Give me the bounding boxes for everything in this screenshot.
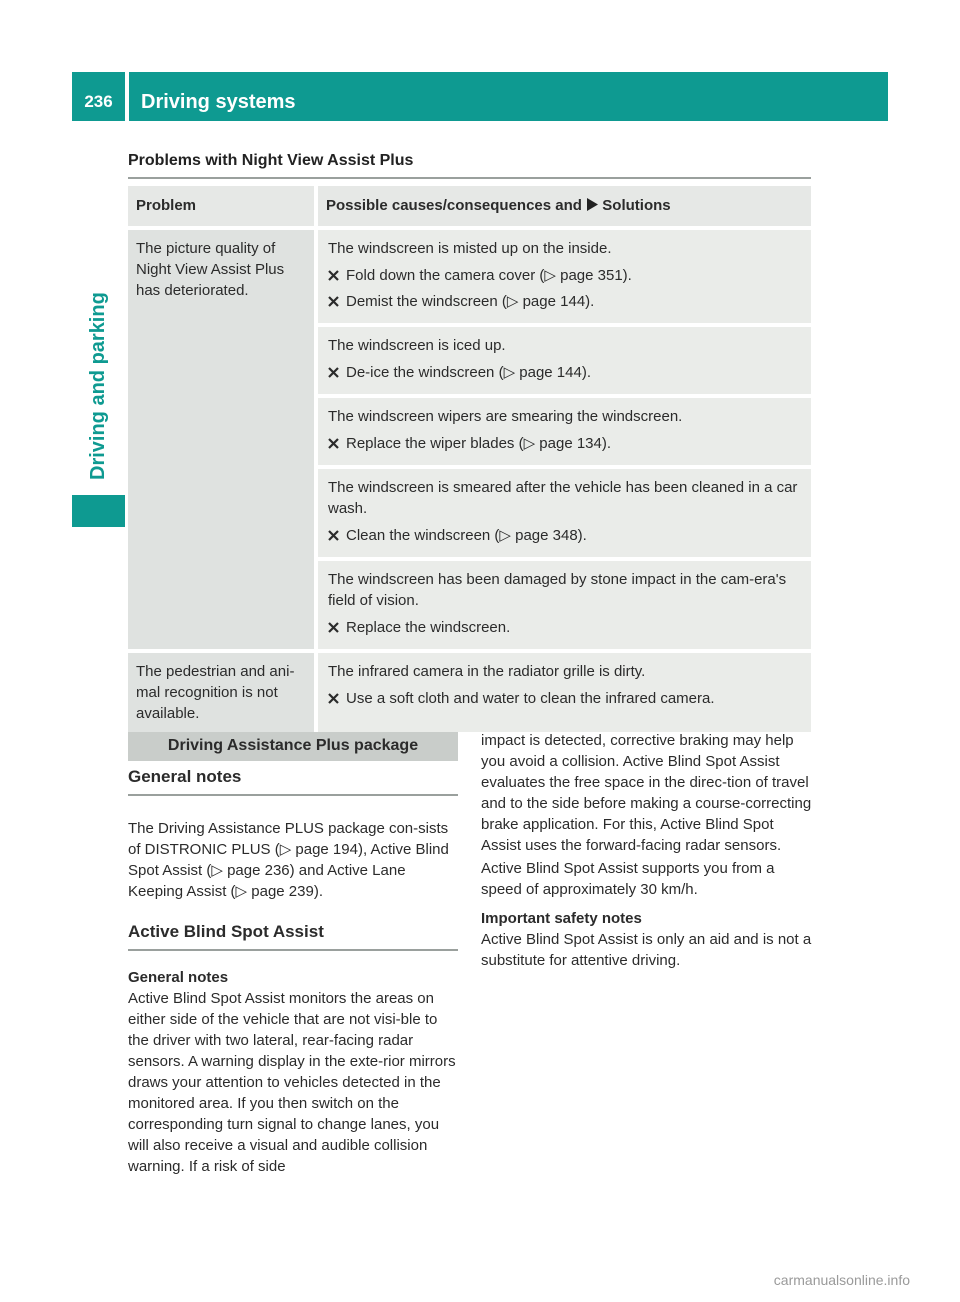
x-bullet-icon <box>328 265 346 287</box>
cause-text: The infrared camera in the radiator grille is dirty. <box>328 663 646 680</box>
col-header-problem: Problem <box>128 186 318 226</box>
solution-item <box>328 617 803 639</box>
watermark: carmanualsonline.info <box>773 1272 910 1288</box>
problems-table <box>128 186 811 732</box>
header-divider <box>125 72 129 121</box>
x-bullet-icon <box>328 617 346 639</box>
x-bullet-icon <box>328 291 346 313</box>
solution-item <box>328 433 803 455</box>
cause-text: The windscreen is iced up. <box>328 337 506 354</box>
x-bullet-icon <box>328 433 346 455</box>
table-row <box>128 649 811 732</box>
cause-cell <box>318 649 811 732</box>
table-header-row <box>128 186 811 226</box>
solution-text: Demist the windscreen (▷ page 144). <box>346 293 595 310</box>
cause-cell <box>318 394 811 465</box>
cause-cell <box>318 557 811 649</box>
abs-general-text: Active Blind Spot Assist monitors the areas on either side of the vehicle that are not visi-ble to the driver with two lateral, rear-facing radar sensors. A warning display in the exte-rior mirrors draws your attention to vehicles detected in the monitored area. If you then switch on the corresponding turn signal to change lanes, you will also receive a visual and audible collision warning. If a risk of side <box>128 990 456 1175</box>
solution-item <box>328 265 803 287</box>
solution-item <box>328 688 803 710</box>
right-column <box>481 730 813 971</box>
chapter-title: Driving systems <box>141 91 296 113</box>
side-tab-marker <box>72 495 125 527</box>
package-heading: Driving Assistance Plus package <box>128 732 458 761</box>
col-header-causes <box>318 186 811 226</box>
general-notes-heading: General notes <box>128 767 458 796</box>
safety-heading: Important safety notes <box>481 910 642 927</box>
table-row <box>128 226 811 323</box>
solution-item <box>328 525 803 547</box>
section-title: Problems with Night View Assist Plus <box>128 152 414 169</box>
cause-text: The windscreen is smeared after the vehicle has been cleaned in a car wash. <box>328 479 798 517</box>
cause-text: The windscreen is misted up on the inside. <box>328 240 612 257</box>
section-divider <box>128 177 811 179</box>
play-triangle-icon <box>586 197 598 214</box>
cause-cell <box>318 465 811 557</box>
right-text-1: impact is detected, corrective braking may help you avoid a collision. Active Blind Spot Assist evaluates the free space in the direc-tion of travel and to the side before making a course-correcting brake application. For this, Active Blind Spot Assist uses the forward-facing radar sensors. <box>481 732 812 854</box>
solution-text: De-ice the windscreen (▷ page 144). <box>346 364 591 381</box>
cause-text: The windscreen wipers are smearing the windscreen. <box>328 408 683 425</box>
page-number: 236 <box>84 92 113 111</box>
cause-cell <box>318 226 811 323</box>
x-bullet-icon <box>328 688 346 710</box>
col-header-solutions-label: Solutions <box>602 197 671 214</box>
solution-text: Clean the windscreen (▷ page 348). <box>346 527 587 544</box>
side-tab-label: Driving and parking <box>87 292 109 480</box>
solution-item <box>328 291 803 313</box>
general-notes-text: The Driving Assistance PLUS package con-sists of DISTRONIC PLUS (▷ page 194), Active Blind Spot Assist (▷ page 236) and Active Lane Keeping Assist (▷ page 239). <box>128 820 449 900</box>
problem-cell: The picture quality of Night View Assist Plus has deteriorated. <box>128 226 318 649</box>
solution-text: Replace the windscreen. <box>346 619 511 636</box>
solution-item <box>328 362 803 384</box>
solution-text: Replace the wiper blades (▷ page 134). <box>346 435 612 452</box>
x-bullet-icon <box>328 362 346 384</box>
solution-text: Use a soft cloth and water to clean the infrared camera. <box>346 690 715 707</box>
right-text-2: Active Blind Spot Assist supports you from a speed of approximately 30 km/h. <box>481 860 775 898</box>
problem-cell: The pedestrian and ani-mal recognition is not available. <box>128 649 318 732</box>
left-column <box>128 732 458 1177</box>
abs-heading: Active Blind Spot Assist <box>128 922 458 951</box>
cause-text: The windscreen has been damaged by stone impact in the cam-era's field of vision. <box>328 571 787 609</box>
col-header-causes-label: Possible causes/consequences and <box>326 197 582 214</box>
x-bullet-icon <box>328 525 346 547</box>
abs-general-heading: General notes <box>128 969 229 986</box>
cause-cell <box>318 323 811 394</box>
solution-text: Fold down the camera cover (▷ page 351). <box>346 267 632 284</box>
safety-text: Active Blind Spot Assist is only an aid and is not a substitute for attentive driving. <box>481 931 812 969</box>
